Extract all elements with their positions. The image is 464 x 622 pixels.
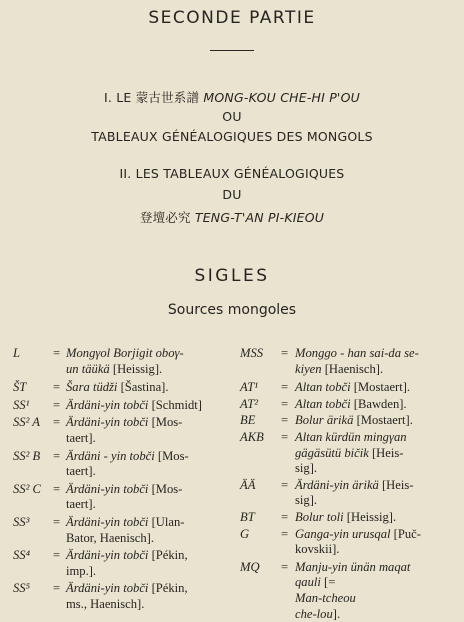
description-line xyxy=(295,413,462,429)
sigle-entry xyxy=(13,581,239,612)
description-line xyxy=(295,527,462,543)
sigle-abbreviation: AT¹ xyxy=(240,380,258,396)
sigle-entry xyxy=(240,397,462,413)
title-italic: Ärdäni-yin tobči xyxy=(66,398,148,412)
sigle-entry xyxy=(240,430,462,477)
title-italic: Altan kürdün mingγan xyxy=(295,430,407,444)
title-italic: Ärdäni-yin tobči xyxy=(66,515,148,529)
sigle-entry xyxy=(13,482,239,513)
sigle-abbreviation: ŠT xyxy=(13,380,26,396)
title-italic: kiyen xyxy=(295,362,322,376)
equals-sign: = xyxy=(53,346,60,362)
sigle-abbreviation: MQ xyxy=(240,560,260,576)
sigle-abbreviation: AT² xyxy=(240,397,258,413)
description-line xyxy=(66,581,239,597)
description-line xyxy=(295,478,462,494)
equals-sign: = xyxy=(53,415,60,431)
description-line xyxy=(295,560,462,576)
description-line xyxy=(295,397,462,413)
sigle-abbreviation: SS³ xyxy=(13,515,29,531)
section-1-title xyxy=(0,88,464,106)
title-italic: Ärdäni - yin tobči xyxy=(66,449,155,463)
description-line xyxy=(66,431,239,447)
description-line xyxy=(66,531,239,547)
description-line xyxy=(295,575,462,591)
section-1-subtitle: TABLEAUX GÉNÉALOGIQUES DES MONGOLS xyxy=(0,129,464,144)
title-italic: che-lou xyxy=(295,607,333,621)
sigles-heading: SIGLES xyxy=(0,266,464,286)
equals-sign: = xyxy=(281,397,288,413)
reference-text: [Heis- xyxy=(369,446,404,460)
equals-sign: = xyxy=(281,478,288,494)
description-line xyxy=(295,461,462,477)
sigle-description xyxy=(295,413,462,429)
sigle-description xyxy=(295,510,462,526)
sigle-entry xyxy=(240,346,462,377)
sigle-description xyxy=(66,548,239,579)
sigle-abbreviation: SS² C xyxy=(13,482,41,498)
equals-sign: = xyxy=(281,510,288,526)
description-line xyxy=(295,362,462,378)
equals-sign: = xyxy=(53,548,60,564)
sigle-entry xyxy=(240,560,462,622)
sigle-abbreviation: SS² B xyxy=(13,449,40,465)
description-line xyxy=(295,493,462,509)
equals-sign: = xyxy=(281,560,288,576)
description-line xyxy=(66,597,239,613)
sigle-abbreviation: BT xyxy=(240,510,255,526)
title-italic: Altan tobči xyxy=(295,397,351,411)
description-line xyxy=(66,464,239,480)
section-2-roman: TENG-T'AN PI-KIEOU xyxy=(195,210,324,225)
sigle-description xyxy=(295,346,462,377)
sigle-entry xyxy=(13,346,239,377)
equals-sign: = xyxy=(53,398,60,414)
reference-text: Bator, Haenisch]. xyxy=(66,531,154,545)
sigle-description xyxy=(66,449,239,480)
sigle-description xyxy=(295,527,462,558)
sigle-entry xyxy=(13,449,239,480)
page-title: SECONDE PARTIE xyxy=(0,8,464,28)
title-italic: Ärdäni-yin tobči xyxy=(66,415,148,429)
title-italic: Altan tobči xyxy=(295,380,351,394)
sigle-abbreviation: SS⁵ xyxy=(13,581,30,597)
title-italic: Šara tüdži xyxy=(66,380,117,394)
reference-text: taert]. xyxy=(66,497,96,511)
equals-sign: = xyxy=(281,527,288,543)
sigle-entry xyxy=(13,548,239,579)
sigle-description xyxy=(66,346,239,377)
reference-text: [Bawden]. xyxy=(351,397,407,411)
reference-text: [= xyxy=(321,575,335,589)
reference-text: [Pékin, xyxy=(148,548,187,562)
description-line xyxy=(295,510,462,526)
equals-sign: = xyxy=(281,380,288,396)
sigle-abbreviation: SS⁴ xyxy=(13,548,30,564)
reference-text: sig]. xyxy=(295,461,317,475)
reference-text: [Mostaert]. xyxy=(351,380,410,394)
sigle-abbreviation: SS¹ xyxy=(13,398,29,414)
sigle-abbreviation: MSS xyxy=(240,346,263,362)
sigle-abbreviation: L xyxy=(13,346,20,362)
reference-text: kovskii]. xyxy=(295,542,339,556)
sigle-description xyxy=(295,430,462,477)
sigle-entry xyxy=(240,510,462,526)
reference-text: [Šastina]. xyxy=(117,380,168,394)
sigle-entry xyxy=(13,415,239,446)
section-2-du: DU xyxy=(0,187,464,202)
description-line xyxy=(66,449,239,465)
sigle-entry xyxy=(240,527,462,558)
section-1-prefix: I. LE xyxy=(104,90,136,105)
sigle-abbreviation: SS² A xyxy=(13,415,40,431)
sigle-description xyxy=(66,398,239,414)
description-line xyxy=(295,346,462,362)
reference-text: [Schmidt] xyxy=(148,398,202,412)
reference-text: imp.]. xyxy=(66,564,96,578)
description-line xyxy=(66,548,239,564)
section-1-roman: MONG-KOU CHE-HI P'OU xyxy=(203,90,360,105)
title-italic: Manju-yin ünän maqat xyxy=(295,560,410,574)
left-sigles-column xyxy=(13,346,239,613)
section-2-subtitle xyxy=(0,208,464,226)
sigle-abbreviation: G xyxy=(240,527,249,543)
title-italic: Man-tcheou xyxy=(295,591,356,605)
reference-text: [Mos- xyxy=(155,449,189,463)
reference-text: taert]. xyxy=(66,464,96,478)
equals-sign: = xyxy=(53,482,60,498)
description-line xyxy=(66,398,239,414)
description-line xyxy=(66,564,239,580)
reference-text: [Haenisch]. xyxy=(322,362,384,376)
sigle-description xyxy=(295,560,462,622)
reference-text: [Puč- xyxy=(391,527,421,541)
equals-sign: = xyxy=(53,581,60,597)
description-line xyxy=(66,482,239,498)
description-line xyxy=(295,446,462,462)
title-italic: qauli xyxy=(295,575,321,589)
sigle-description xyxy=(295,397,462,413)
sigle-description xyxy=(295,380,462,396)
sigle-entry xyxy=(13,380,239,396)
sigle-abbreviation: AKB xyxy=(240,430,264,446)
reference-text: ]. xyxy=(333,607,340,621)
description-line xyxy=(66,415,239,431)
reference-text: [Heissig]. xyxy=(344,510,396,524)
reference-text: [Mos- xyxy=(148,415,182,429)
sigle-entry xyxy=(240,478,462,509)
title-italic: un täükä xyxy=(66,362,110,376)
section-2-chinese: 登壇必究 xyxy=(140,210,191,225)
reference-text: ms., Haenisch]. xyxy=(66,597,144,611)
equals-sign: = xyxy=(53,380,60,396)
title-italic: Ärdäni-yin ärikä xyxy=(295,478,379,492)
right-sigles-column xyxy=(240,346,462,622)
section-1-chinese: 蒙古世系譜 xyxy=(136,90,200,105)
sigle-description xyxy=(66,482,239,513)
reference-text: [Mos- xyxy=(148,482,182,496)
reference-text: [Pékin, xyxy=(148,581,187,595)
description-line xyxy=(295,380,462,396)
title-italic: Ärdäni-yin tobči xyxy=(66,482,148,496)
title-italic: Monggo - han sai-da se- xyxy=(295,346,419,360)
description-line xyxy=(295,430,462,446)
reference-text: sig]. xyxy=(295,493,317,507)
reference-text: [Ulan- xyxy=(148,515,184,529)
description-line xyxy=(66,515,239,531)
equals-sign: = xyxy=(281,430,288,446)
sigle-description xyxy=(66,415,239,446)
description-line xyxy=(295,542,462,558)
sigle-description xyxy=(66,515,239,546)
title-divider xyxy=(210,50,254,51)
title-italic: Mongγol Borjigit oboγ- xyxy=(66,346,184,360)
sigle-description xyxy=(66,581,239,612)
title-italic: Ganga-yin urusqal xyxy=(295,527,391,541)
title-italic: Ärdäni-yin tobči xyxy=(66,548,148,562)
equals-sign: = xyxy=(53,449,60,465)
sigle-abbreviation: BE xyxy=(240,413,255,429)
description-line xyxy=(66,497,239,513)
description-line xyxy=(295,607,462,622)
sigle-entry xyxy=(240,380,462,396)
sources-subheading: Sources mongoles xyxy=(0,302,464,318)
sigle-entry xyxy=(240,413,462,429)
sigle-description xyxy=(295,478,462,509)
section-1-ou: OU xyxy=(0,109,464,124)
reference-text: [Heissig]. xyxy=(110,362,162,376)
title-italic: Bolur toli xyxy=(295,510,344,524)
sigle-abbreviation: ÄÄ xyxy=(240,478,255,494)
description-line xyxy=(66,362,239,378)
sigle-description xyxy=(66,380,239,396)
title-italic: Ärdäni-yin tobči xyxy=(66,581,148,595)
section-2-title: II. LES TABLEAUX GÉNÉALOGIQUES xyxy=(0,166,464,181)
description-line xyxy=(295,591,462,607)
sigle-entry xyxy=(13,515,239,546)
sigle-entry xyxy=(13,398,239,414)
description-line xyxy=(66,346,239,362)
title-italic: gägäsütü bičik xyxy=(295,446,369,460)
reference-text: [Mostaert]. xyxy=(353,413,412,427)
equals-sign: = xyxy=(53,515,60,531)
equals-sign: = xyxy=(281,413,288,429)
reference-text: taert]. xyxy=(66,431,96,445)
description-line xyxy=(66,380,239,396)
reference-text: [Heis- xyxy=(379,478,414,492)
title-italic: Bolur ärikä xyxy=(295,413,353,427)
equals-sign: = xyxy=(281,346,288,362)
